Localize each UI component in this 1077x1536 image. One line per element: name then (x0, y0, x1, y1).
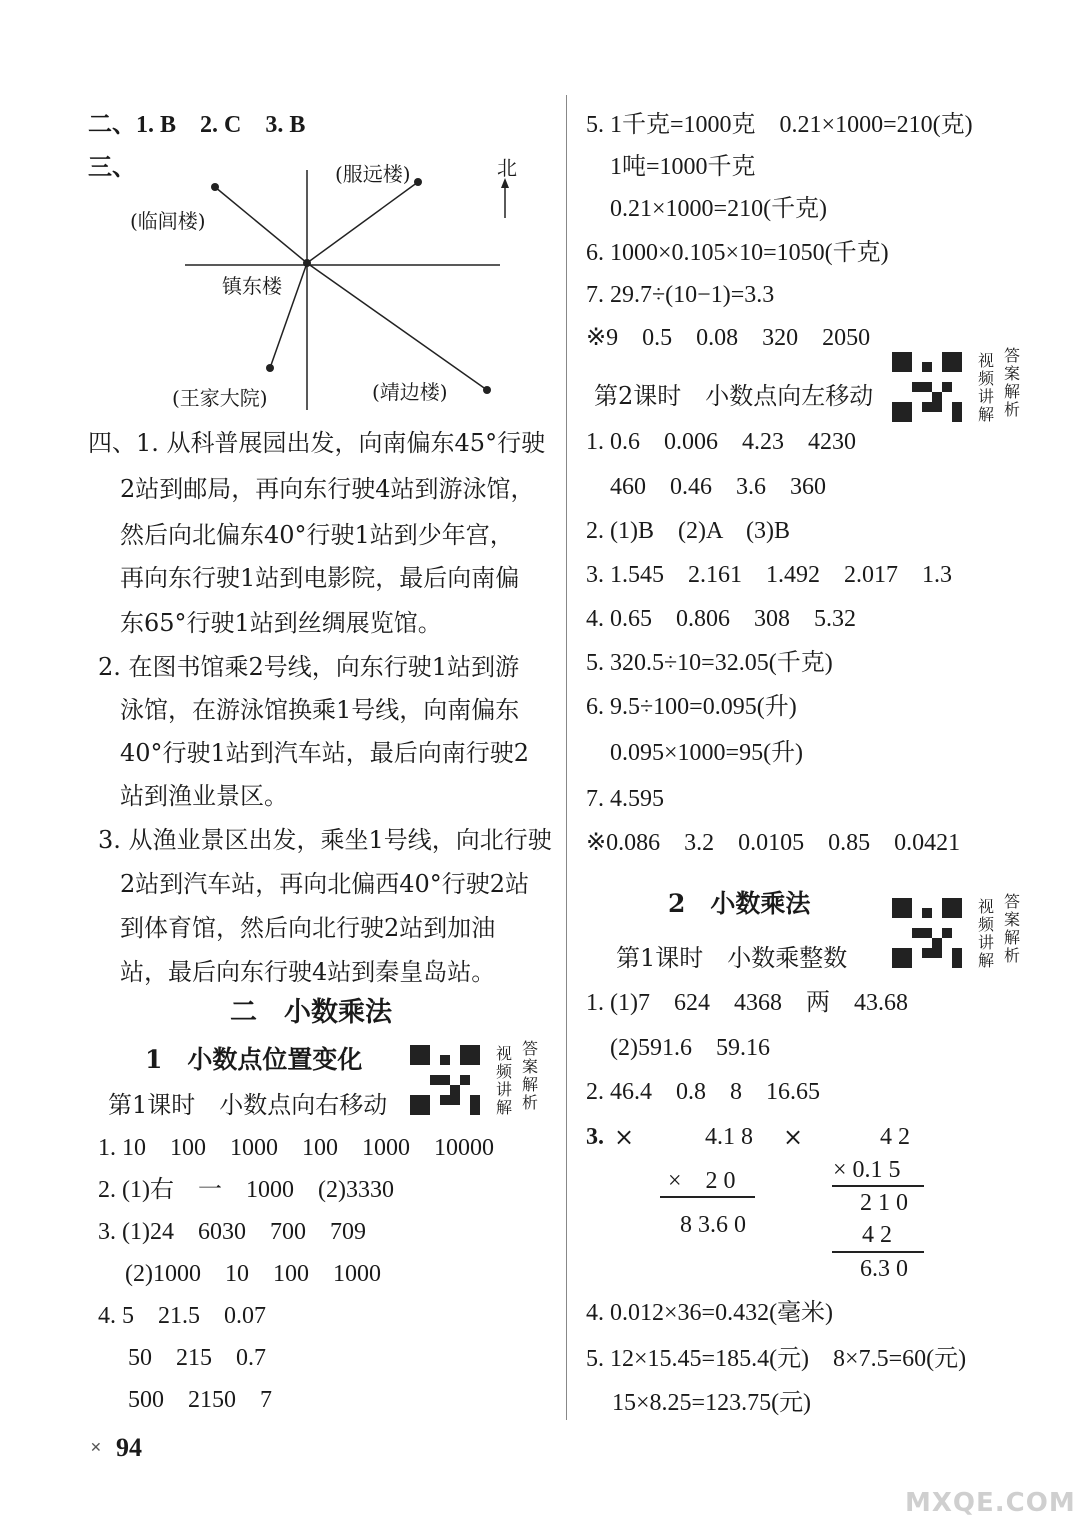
bottom-line-1: 4. 0.012×36=0.432(毫米) (586, 1300, 834, 1326)
lesson1-line-4: (2)1000 10 100 1000 (125, 1261, 381, 1287)
north-label: 北 (497, 156, 517, 180)
right-line-2: 1吨=1000千克 (610, 154, 756, 180)
sec4-line-2: 2站到邮局，再向东行驶4站到游泳馆， (120, 475, 535, 503)
sec4-line-11: 2站到汽车站，再向北偏西40°行驶2站 (120, 870, 530, 898)
chapter-title: 二 小数乘法 (230, 997, 392, 1028)
wrong-mark-2: × (783, 1123, 804, 1151)
ray-ne (307, 182, 418, 263)
unit1-title: 1 小数点位置变化 (145, 1045, 363, 1074)
calc1-result: 8 3.6 0 (680, 1212, 746, 1238)
qr-label-2: 答案解析 (1003, 346, 1020, 419)
qr-icon[interactable] (892, 898, 962, 968)
qr-icon[interactable] (892, 352, 962, 422)
calc2-top: 4 2 (880, 1124, 910, 1150)
right-line-4: 6. 1000×0.105×10=1050(千克) (586, 240, 889, 266)
lesson1-line-7: 500 2150 7 (128, 1387, 272, 1413)
calc2-partial-2: 4 2 (862, 1222, 892, 1248)
ray-nw (215, 187, 307, 263)
sec4-line-1: 四、1. 从科普展园出发，向南偏东45°行驶 (88, 429, 546, 457)
sec4-line-6: 2. 在图书馆乘2号线，向东行驶1站到游 (98, 653, 520, 681)
page-number: 94 (116, 1433, 142, 1462)
lesson2-line-1: 1. 0.6 0.006 4.23 4230 (586, 429, 856, 455)
sec4-line-5: 东65°行驶1站到丝绸展览馆。 (120, 609, 442, 637)
right-line-5: 7. 29.7÷(10−1)=3.3 (586, 282, 775, 308)
qr-label-1: 视频讲解 (977, 897, 994, 970)
bottom-line-3: 15×8.25=123.75(元) (612, 1390, 812, 1416)
right-line-6: ※9 0.5 0.08 320 2050 (586, 325, 871, 351)
sec4-line-10: 3. 从渔业景区出发，乘坐1号线，向北行驶 (98, 826, 552, 854)
bottom-line-2: 5. 12×15.45=185.4(元) 8×7.5=60(元) (586, 1346, 967, 1372)
calc2-rule-1 (832, 1185, 924, 1187)
unit2-line-1: 1. (1)7 624 4368 两 43.68 (586, 990, 908, 1016)
lesson2-line-5: 4. 0.65 0.806 308 5.32 (586, 606, 856, 632)
lesson1-line-2: 2. (1)右 一 1000 (2)3330 (98, 1177, 394, 1203)
lesson1-line-6: 50 215 0.7 (128, 1345, 266, 1371)
qr-label-1: 视频讲解 (495, 1044, 512, 1117)
calc2-mid: × 0.1 5 (833, 1157, 901, 1183)
lesson2-line-9: 7. 4.595 (586, 786, 664, 812)
qr-icon[interactable] (410, 1045, 480, 1115)
ray-se (307, 263, 487, 390)
calc1-rule (660, 1196, 755, 1198)
watermark: MXQE.COM (905, 1488, 1076, 1518)
qr-label-1: 视频讲解 (977, 351, 994, 424)
lesson2-line-10: ※0.086 3.2 0.0105 0.85 0.0421 (586, 830, 961, 856)
sec4-line-4: 再向东行驶1站到电影院，最后向南偏 (120, 564, 520, 592)
sec4-line-3: 然后向北偏东40°行驶1站到少年宫， (120, 521, 514, 549)
lesson2-line-7: 6. 9.5÷100=0.095(升) (586, 694, 797, 720)
lesson1-line-1: 1. 10 100 1000 100 1000 10000 (98, 1135, 494, 1161)
lesson2-line-6: 5. 320.5÷10=32.05(千克) (586, 650, 833, 676)
lesson2-line-8: 0.095×1000=95(升) (610, 740, 804, 766)
ne-label: (服远楼) (335, 162, 411, 186)
lesson2-line-2: 460 0.46 3.6 360 (610, 474, 826, 500)
right-line-3: 0.21×1000=210(千克) (610, 196, 828, 222)
unit2-lesson-title: 第1课时 小数乘整数 (616, 944, 848, 972)
calc2-partial-1: 2 1 0 (860, 1190, 908, 1216)
page-mark-icon: ✕ (90, 1440, 102, 1456)
calc2-result: 6.3 0 (860, 1256, 908, 1282)
calc1-top: 4.1 8 (705, 1124, 753, 1150)
point-nw (211, 183, 219, 191)
point-sw (266, 364, 274, 372)
nw-label: (临闾楼) (130, 209, 206, 233)
center-label: 镇东楼 (222, 274, 282, 298)
q3-label: 3. (586, 1124, 604, 1150)
qr-label-2: 答案解析 (521, 1039, 538, 1112)
unit2-line-3: 2. 46.4 0.8 8 16.65 (586, 1079, 820, 1105)
sec4-line-8: 40°行驶1站到汽车站，最后向南行驶2 (120, 739, 530, 767)
unit2-title: 2 小数乘法 (668, 889, 811, 918)
lesson1-line-3: 3. (1)24 6030 700 709 (98, 1219, 366, 1245)
calc1-mid: × 2 0 (668, 1168, 736, 1194)
lesson1-title: 第1课时 小数点向右移动 (108, 1091, 388, 1119)
right-line-1: 5. 1千克=1000克 0.21×1000=210(克) (586, 112, 973, 138)
wrong-mark-1: × (614, 1123, 635, 1151)
sec4-line-12: 到体育馆，然后向北行驶2站到加油 (120, 914, 496, 942)
section-2-answers: 二、1. B 2. C 3. B (88, 112, 306, 138)
sw-label: (王家大院) (172, 386, 268, 410)
sec4-line-9: 站到渔业景区。 (120, 782, 288, 810)
unit2-line-2: (2)591.6 59.16 (610, 1035, 770, 1061)
center-point (303, 259, 311, 267)
qr-label-2: 答案解析 (1003, 892, 1020, 965)
section-3-label: 三、 (88, 152, 136, 181)
point-ne (414, 178, 422, 186)
column-divider (566, 95, 567, 1420)
se-label: (靖边楼) (372, 380, 448, 404)
point-se (483, 386, 491, 394)
lesson2-line-3: 2. (1)B (2)A (3)B (586, 518, 790, 544)
sec4-line-13: 站，最后向东行驶4站到秦皇岛站。 (120, 958, 496, 986)
calc2-rule-2 (832, 1251, 924, 1253)
lesson2-line-4: 3. 1.545 2.161 1.492 2.017 1.3 (586, 562, 952, 588)
lesson1-line-5: 4. 5 21.5 0.07 (98, 1303, 266, 1329)
sec4-line-7: 泳馆，在游泳馆换乘1号线，向南偏东 (120, 696, 520, 724)
lesson2-title: 第2课时 小数点向左移动 (594, 382, 874, 410)
